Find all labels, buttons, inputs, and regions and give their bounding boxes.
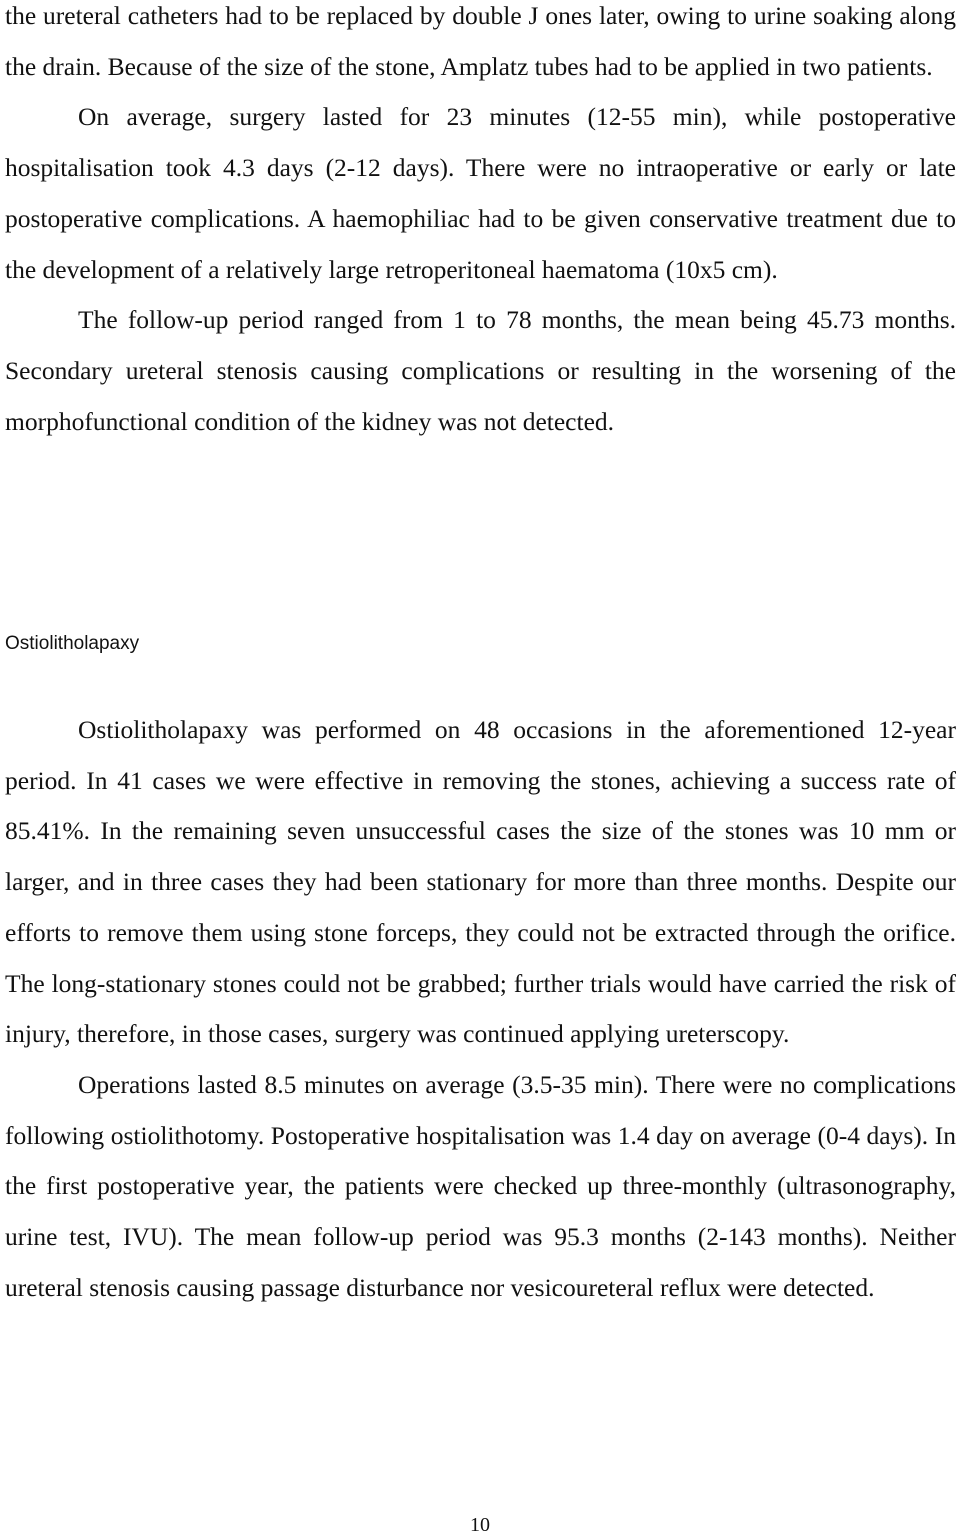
- paragraph-ostiolitholapaxy-results: Ostiolitholapaxy was performed on 48 occasions in the aforementioned 12-year period. In 41 cases we were effective in removing the stones, achieving a success rate of 85.41%. In the remaining seven unsuccessful cases the size of the stones was 10 mm or larger, and in three cases they had been stationary for more than three months. Despite our efforts to remove them using stone forceps, they could not be extracted through the orifice. The long-stationary stones could not be grabbed; further trials would have carried the risk of injury, therefore, in those cases, surgery was continued applying ureterscopy.: [5, 715, 956, 1049]
- paragraph-surgery-duration: On average, surgery lasted for 23 minutes (12-55 min), while postoperative hospitalisation took 4.3 days (2-12 days). There were no intraoperative or early or late postoperative complications. A haemophiliac had to be given conservative treatment due to the development of a relatively large retroperitoneal haematoma (10x5 cm).: [5, 102, 956, 284]
- results-text-block: [5, 0, 956, 447]
- ostiolitholapaxy-text-block: [5, 705, 956, 1313]
- paragraph-continuation: the ureteral catheters had to be replaced by double J ones later, owing to urine soaking along the drain. Because of the size of the stone, Amplatz tubes had to be applied in two patients.: [5, 1, 956, 81]
- paragraph-follow-up: The follow-up period ranged from 1 to 78 months, the mean being 45.73 months. Secondary ureteral stenosis causing complications or resulting in the worsening of the morphofunctional condition of the kidney was not detected.: [5, 305, 956, 436]
- page-number: 10: [470, 1514, 490, 1536]
- section-heading-ostiolitholapaxy: Ostiolitholapaxy: [5, 633, 140, 654]
- paragraph-operations-follow-up: Operations lasted 8.5 minutes on average (3.5-35 min). There were no complications following ostiolithotomy. Postoperative hospitalisation was 1.4 day on average (0-4 days). In the first postoperative year, the patients were checked up three-monthly (ultrasonography, urine test, IVU). The mean follow-up period was 95.3 months (2-143 months). Neither ureteral stenosis causing passage disturbance nor vesicoureteral reflux were detected.: [5, 1069, 956, 1302]
